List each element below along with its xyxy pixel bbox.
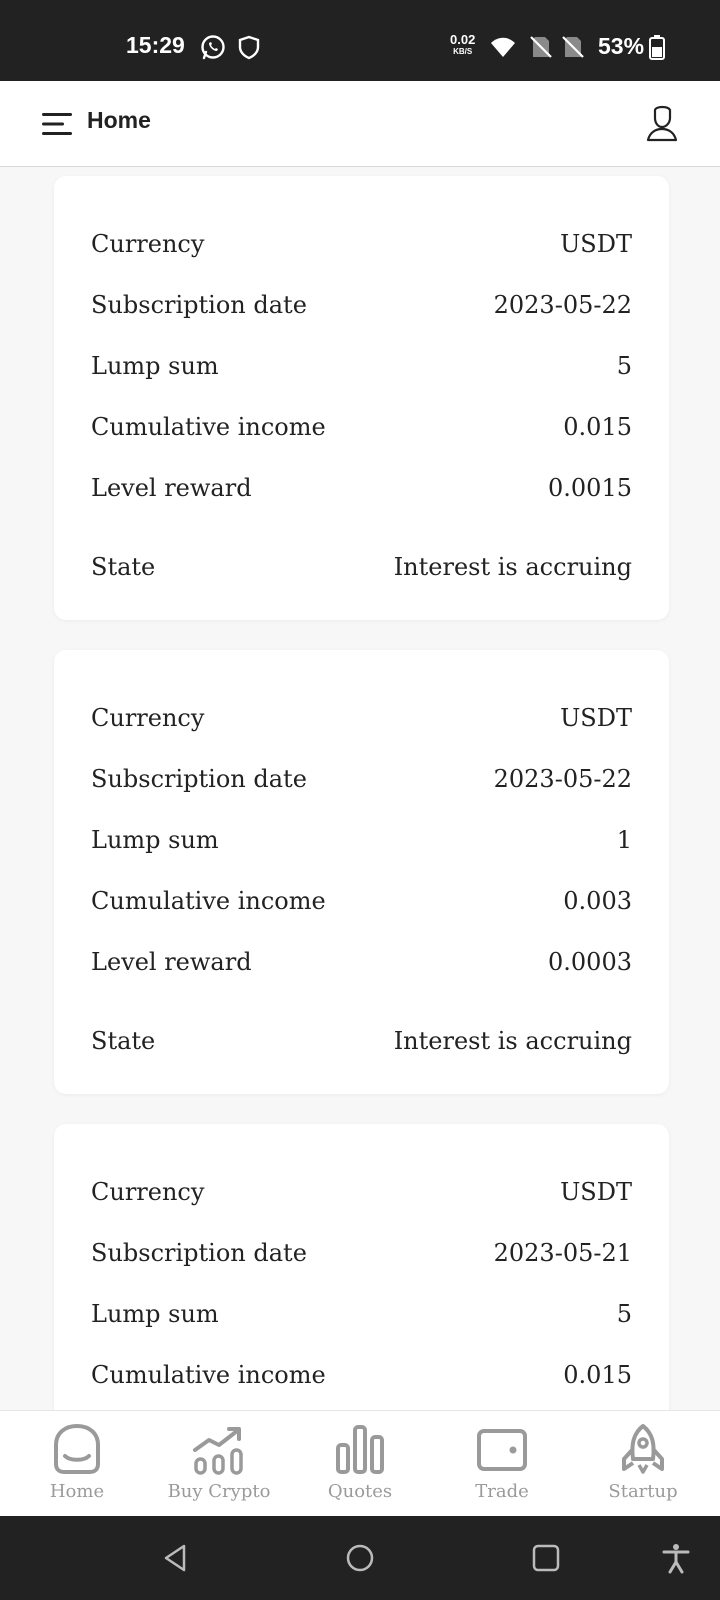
row-label: Subscription date bbox=[91, 291, 307, 319]
card-row-level-reward bbox=[91, 945, 632, 979]
row-label: Subscription date bbox=[91, 765, 307, 793]
bar-chart-icon bbox=[333, 1423, 387, 1475]
row-value: USDT bbox=[560, 1178, 632, 1206]
card-row-currency bbox=[91, 701, 632, 735]
row-value: 2023-05-22 bbox=[493, 765, 632, 793]
card-row-state bbox=[91, 550, 632, 584]
row-value: 0.015 bbox=[563, 1361, 632, 1389]
row-value: 0.0003 bbox=[548, 948, 632, 976]
nav-item-trade[interactable] bbox=[437, 1423, 567, 1502]
row-value: 0.015 bbox=[563, 413, 632, 441]
card-row-subscription-date bbox=[91, 1236, 632, 1270]
row-label: State bbox=[91, 1027, 156, 1055]
profile-icon[interactable] bbox=[646, 105, 678, 143]
system-navigation-bar bbox=[0, 1516, 720, 1600]
row-label: Currency bbox=[91, 230, 205, 258]
wallet-icon bbox=[475, 1423, 529, 1475]
nav-label: Home bbox=[49, 1481, 105, 1502]
card-row-cumulative-income bbox=[91, 1358, 632, 1392]
subscription-list[interactable] bbox=[0, 168, 720, 1410]
battery-icon bbox=[648, 34, 666, 60]
card-row-subscription-date bbox=[91, 288, 632, 322]
nav-item-home[interactable] bbox=[12, 1423, 142, 1502]
status-bar bbox=[0, 0, 720, 81]
nav-label: Quotes bbox=[327, 1481, 393, 1502]
subscription-card bbox=[54, 176, 669, 620]
row-value: 2023-05-22 bbox=[493, 291, 632, 319]
card-row-subscription-date bbox=[91, 762, 632, 796]
card-row-state bbox=[91, 1024, 632, 1058]
card-row-cumulative-income bbox=[91, 410, 632, 444]
nav-label: Buy Crypto bbox=[167, 1481, 271, 1502]
row-label: Cumulative income bbox=[91, 887, 326, 915]
card-row-lump-sum bbox=[91, 349, 632, 383]
rocket-icon bbox=[616, 1423, 670, 1475]
row-value: 0.0015 bbox=[548, 474, 632, 502]
network-speed-unit: KB/S bbox=[453, 47, 473, 56]
row-value: 1 bbox=[616, 826, 632, 854]
card-row-currency bbox=[91, 227, 632, 261]
battery-percentage: 53% bbox=[598, 33, 645, 59]
nav-item-startup[interactable] bbox=[578, 1423, 708, 1502]
row-label: Lump sum bbox=[91, 826, 219, 854]
row-label: Cumulative income bbox=[91, 1361, 326, 1389]
row-label: State bbox=[91, 553, 156, 581]
card-row-currency bbox=[91, 1175, 632, 1209]
row-value: USDT bbox=[560, 230, 632, 258]
network-speed bbox=[450, 34, 475, 58]
home-icon bbox=[50, 1423, 104, 1475]
row-label: Currency bbox=[91, 704, 205, 732]
row-label: Lump sum bbox=[91, 352, 219, 380]
row-label: Lump sum bbox=[91, 1300, 219, 1328]
network-speed-value: 0.02 bbox=[450, 32, 476, 47]
row-value: USDT bbox=[560, 704, 632, 732]
recents-icon[interactable] bbox=[530, 1542, 562, 1574]
subscription-card bbox=[54, 1124, 669, 1410]
card-row-lump-sum bbox=[91, 823, 632, 857]
no-sim-icon bbox=[560, 34, 586, 60]
status-time: 15:29 bbox=[126, 32, 185, 58]
app-header bbox=[0, 81, 720, 167]
row-value: Interest is accruing bbox=[393, 553, 632, 581]
row-value: 5 bbox=[616, 1300, 632, 1328]
nav-item-buy-crypto[interactable] bbox=[154, 1423, 284, 1502]
row-label: Level reward bbox=[91, 948, 252, 976]
no-sim-icon bbox=[528, 34, 554, 60]
bottom-navigation bbox=[0, 1410, 720, 1516]
row-value: Interest is accruing bbox=[393, 1027, 632, 1055]
row-label: Subscription date bbox=[91, 1239, 307, 1267]
page-title: Home bbox=[87, 107, 151, 133]
menu-icon[interactable] bbox=[40, 111, 74, 137]
row-label: Level reward bbox=[91, 474, 252, 502]
card-row-level-reward bbox=[91, 471, 632, 505]
subscription-card bbox=[54, 650, 669, 1094]
nav-label: Startup bbox=[608, 1481, 678, 1502]
accessibility-icon[interactable] bbox=[660, 1542, 692, 1574]
row-label: Currency bbox=[91, 1178, 205, 1206]
back-icon[interactable] bbox=[160, 1542, 192, 1574]
row-value: 5 bbox=[616, 352, 632, 380]
whatsapp-icon bbox=[200, 34, 226, 60]
shield-icon bbox=[236, 34, 262, 60]
growth-chart-icon bbox=[192, 1423, 246, 1475]
wifi-icon bbox=[490, 34, 516, 60]
row-label: Cumulative income bbox=[91, 413, 326, 441]
row-value: 2023-05-21 bbox=[493, 1239, 632, 1267]
nav-label: Trade bbox=[475, 1481, 529, 1502]
home-circle-icon[interactable] bbox=[344, 1542, 376, 1574]
nav-item-quotes[interactable] bbox=[295, 1423, 425, 1502]
card-row-cumulative-income bbox=[91, 884, 632, 918]
row-value: 0.003 bbox=[563, 887, 632, 915]
card-row-lump-sum bbox=[91, 1297, 632, 1331]
